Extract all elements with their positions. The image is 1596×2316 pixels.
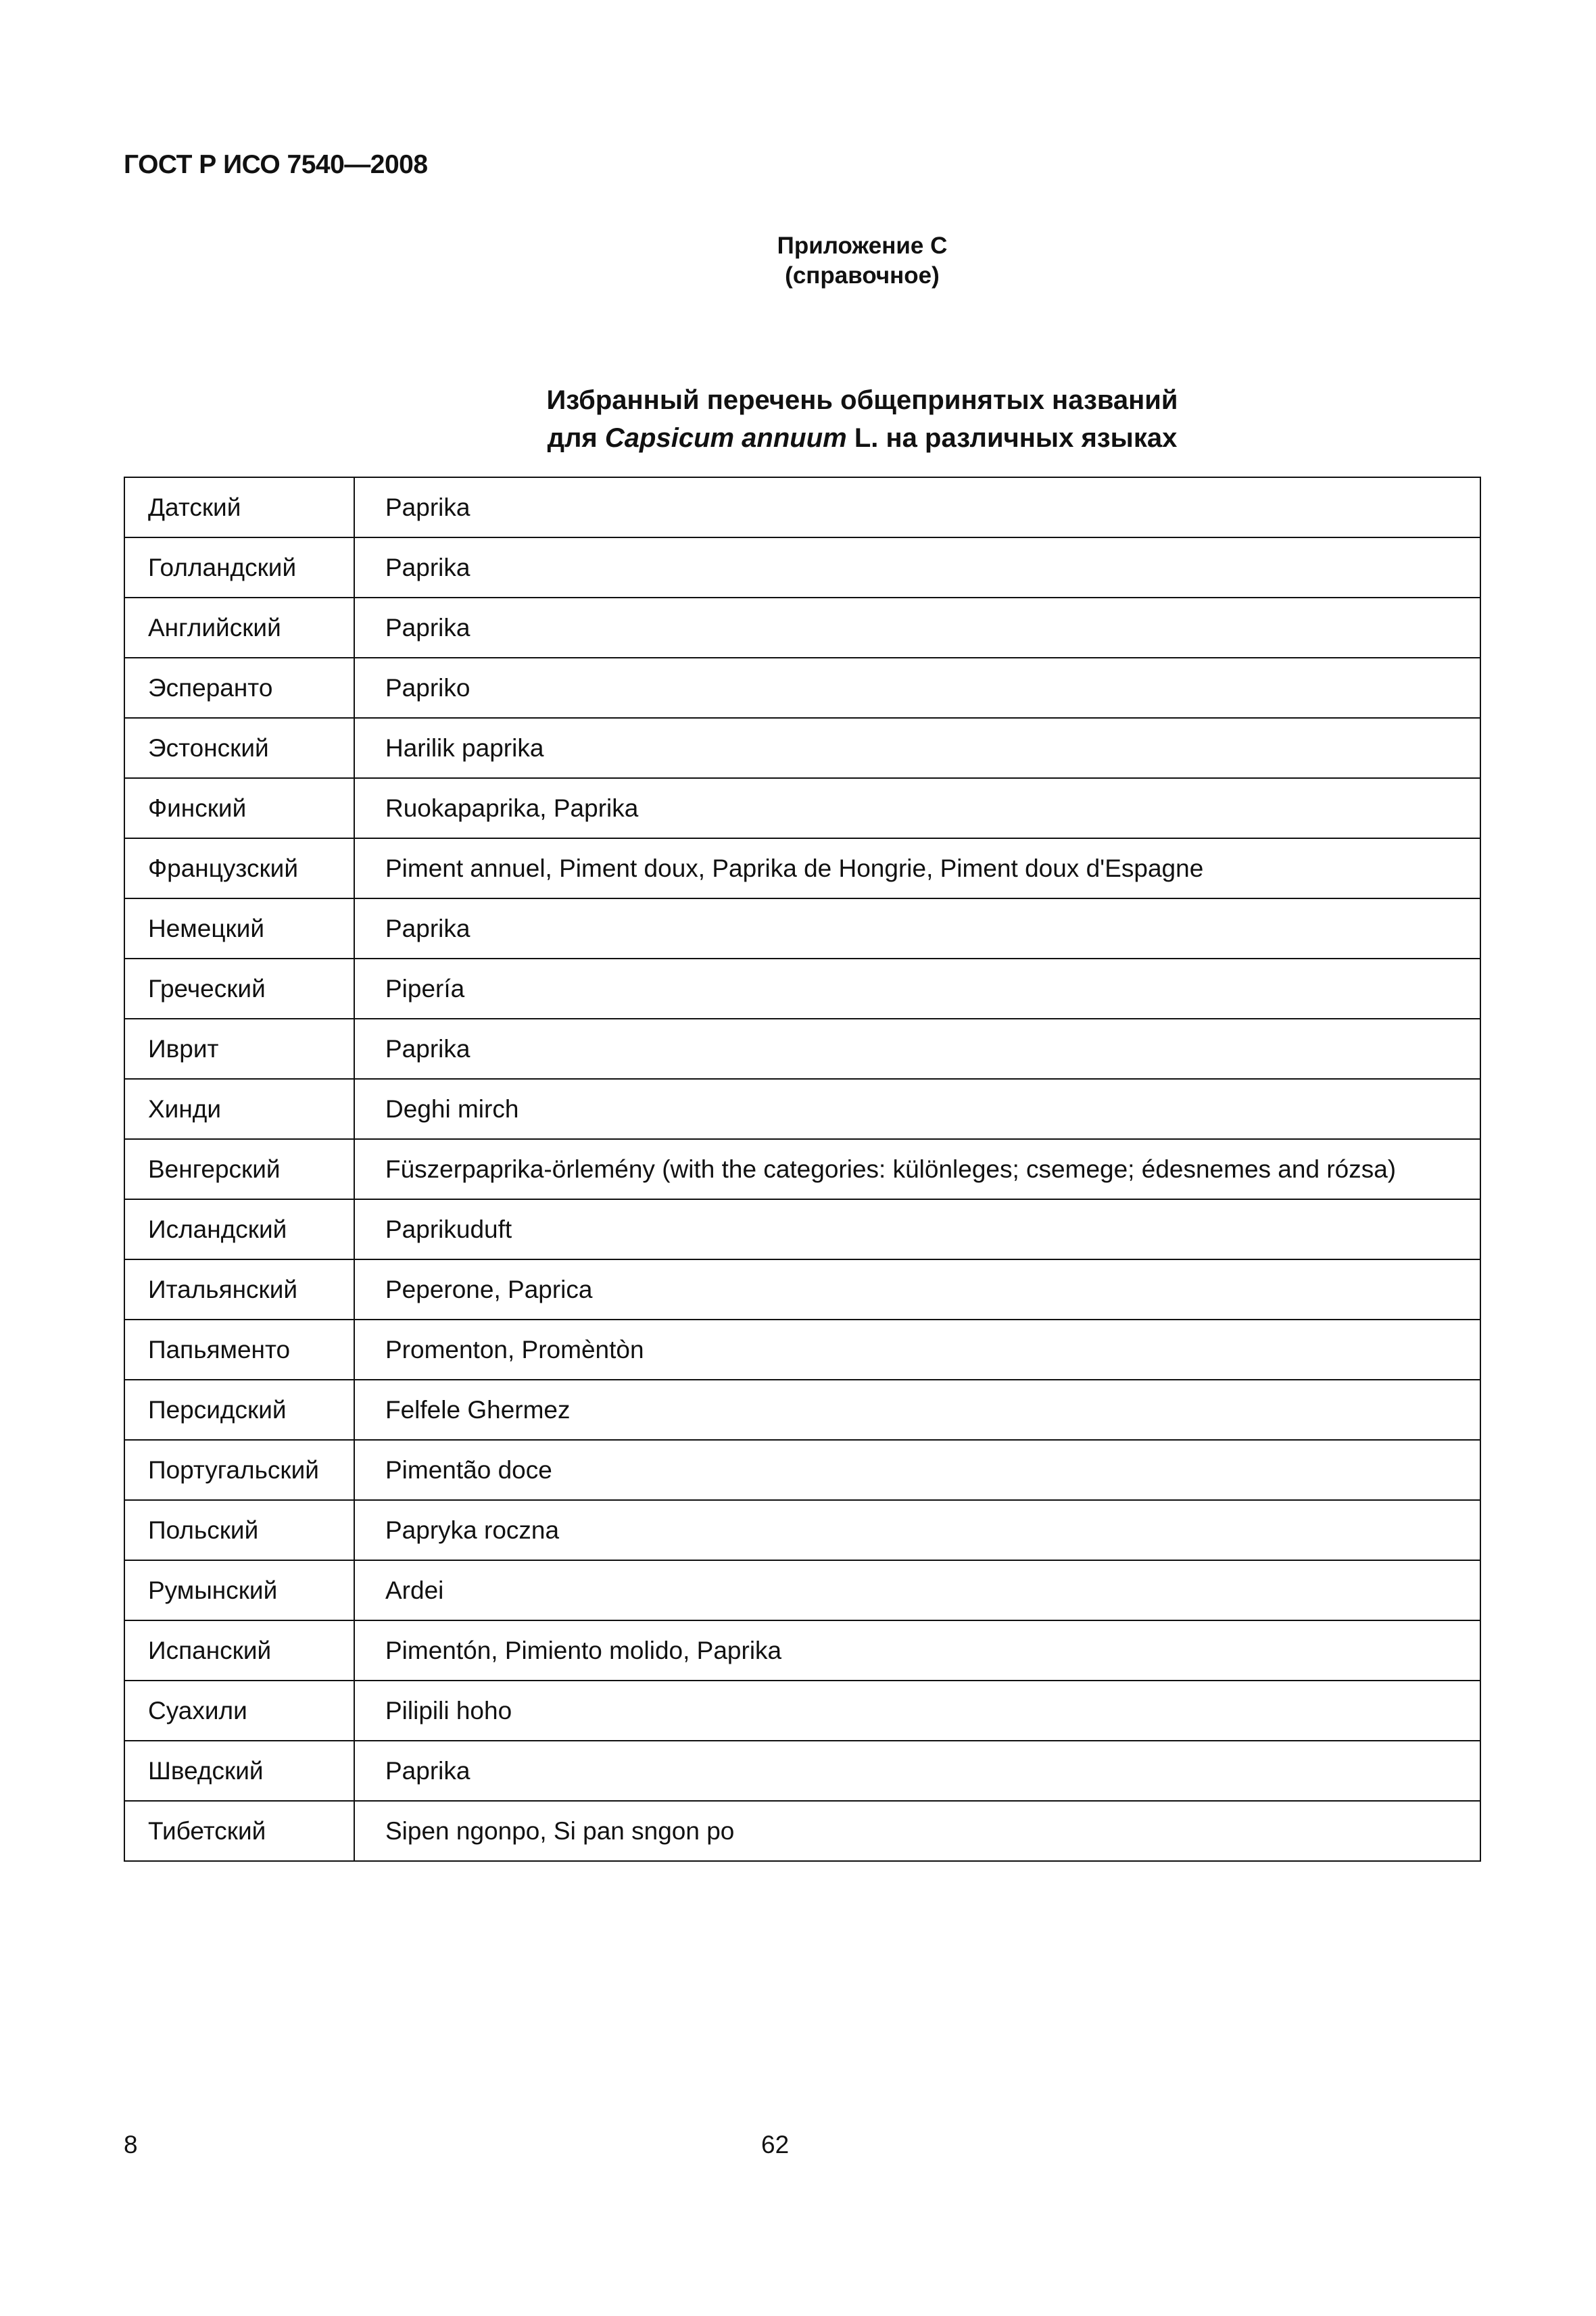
common-name-cell: Piment annuel, Piment doux, Paprika de Hongrie, Piment doux d'Espagne [354, 838, 1480, 898]
table-title-line-2 [128, 419, 1596, 457]
table-row [124, 898, 1480, 959]
table-row [124, 959, 1480, 1019]
title-prefix: для [547, 423, 605, 453]
table-row [124, 658, 1480, 718]
table-row [124, 1079, 1480, 1139]
table-row [124, 1681, 1480, 1741]
common-name-cell: Paprikuduft [354, 1199, 1480, 1259]
annex-heading [0, 231, 1596, 291]
table-row [124, 1320, 1480, 1380]
language-cell: Греческий [124, 959, 354, 1019]
annex-type: (справочное) [785, 262, 940, 289]
common-name-cell: Sipen ngonpo, Si pan sngon po [354, 1801, 1480, 1861]
language-cell: Эсперанто [124, 658, 354, 718]
table-row [124, 1440, 1480, 1500]
title-species: Capsicum annuum [604, 423, 847, 453]
language-cell: Финский [124, 778, 354, 838]
table-row [124, 598, 1480, 658]
common-name-cell: Ruokapaprika, Paprika [354, 778, 1480, 838]
language-cell: Румынский [124, 1560, 354, 1620]
page-number-left: 8 [124, 2131, 138, 2158]
table-row [124, 838, 1480, 898]
table-row [124, 477, 1480, 537]
table-row [124, 1500, 1480, 1560]
language-cell: Испанский [124, 1620, 354, 1681]
common-name-cell: Paprika [354, 1741, 1480, 1801]
common-name-cell: Paprika [354, 898, 1480, 959]
table-row [124, 718, 1480, 778]
table-title [0, 381, 1596, 457]
page-number-center: 62 [761, 2131, 790, 2158]
table-row [124, 537, 1480, 598]
language-cell: Персидский [124, 1380, 354, 1440]
common-name-cell: Füszerpaprika-örlemény (with the categories: különleges; csemege; édesnemes and rózsa) [354, 1139, 1480, 1199]
common-name-cell: Papriko [354, 658, 1480, 718]
common-names-table [124, 477, 1481, 1862]
language-cell: Голландский [124, 537, 354, 598]
table-row [124, 1560, 1480, 1620]
document-code: ГОСТ Р ИСО 7540—2008 [124, 150, 428, 179]
table-row [124, 1259, 1480, 1320]
common-name-cell: Paprika [354, 537, 1480, 598]
language-cell: Французский [124, 838, 354, 898]
language-cell: Итальянский [124, 1259, 354, 1320]
language-cell: Суахили [124, 1681, 354, 1741]
language-cell: Датский [124, 477, 354, 537]
language-cell: Польский [124, 1500, 354, 1560]
annex-title: Приложение С [777, 233, 948, 259]
table-row [124, 778, 1480, 838]
common-name-cell: Felfele Ghermez [354, 1380, 1480, 1440]
common-name-cell: Paprika [354, 1019, 1480, 1079]
table-row [124, 1741, 1480, 1801]
common-name-cell: Peperone, Paprica [354, 1259, 1480, 1320]
common-name-cell: Pipería [354, 959, 1480, 1019]
common-name-cell: Paprika [354, 477, 1480, 537]
table-row [124, 1199, 1480, 1259]
common-name-cell: Promenton, Promèntòn [354, 1320, 1480, 1380]
title-suffix: L. на различных языках [846, 423, 1178, 453]
table-title-line-1: Избранный перечень общепринятых названий [546, 385, 1178, 415]
table-row [124, 1019, 1480, 1079]
table-row [124, 1380, 1480, 1440]
common-name-cell: Pimentón, Pimiento molido, Paprika [354, 1620, 1480, 1681]
table-row [124, 1801, 1480, 1861]
language-cell: Тибетский [124, 1801, 354, 1861]
language-cell: Исландский [124, 1199, 354, 1259]
common-name-cell: Paprika [354, 598, 1480, 658]
language-cell: Английский [124, 598, 354, 658]
language-cell: Хинди [124, 1079, 354, 1139]
language-cell: Венгерский [124, 1139, 354, 1199]
common-names-table-body [124, 477, 1480, 1861]
language-cell: Шведский [124, 1741, 354, 1801]
language-cell: Папьяменто [124, 1320, 354, 1380]
common-name-cell: Harilik paprika [354, 718, 1480, 778]
language-cell: Иврит [124, 1019, 354, 1079]
common-name-cell: Papryka roczna [354, 1500, 1480, 1560]
language-cell: Эстонский [124, 718, 354, 778]
common-name-cell: Pimentão doce [354, 1440, 1480, 1500]
common-name-cell: Ardei [354, 1560, 1480, 1620]
table-row [124, 1139, 1480, 1199]
language-cell: Немецкий [124, 898, 354, 959]
language-cell: Португальский [124, 1440, 354, 1500]
table-row [124, 1620, 1480, 1681]
common-name-cell: Deghi mirch [354, 1079, 1480, 1139]
common-name-cell: Pilipili hoho [354, 1681, 1480, 1741]
